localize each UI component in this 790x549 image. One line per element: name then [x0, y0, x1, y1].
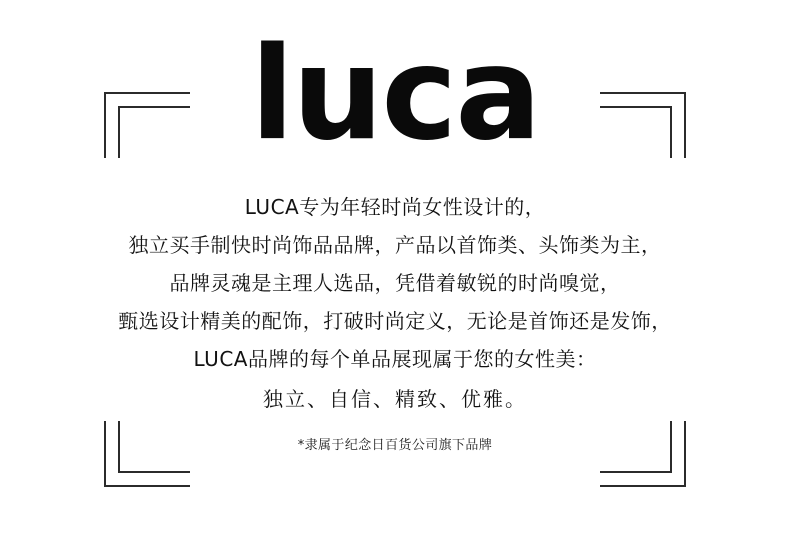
bracket-line — [104, 92, 190, 94]
bracket-line — [118, 471, 190, 473]
description-line-1: LUCA专为年轻时尚女性设计的， — [244, 195, 546, 219]
bracket-line — [600, 92, 686, 94]
footnote-text: *隶属于纪念日百货公司旗下品牌 — [297, 438, 493, 453]
bracket-line — [104, 92, 106, 158]
description-line-5: LUCA品牌的每个单品展现属于您的女性美： — [193, 347, 597, 371]
bracket-line — [104, 485, 190, 487]
bracket-line — [684, 92, 686, 158]
corner-bracket-top-right-icon — [600, 92, 686, 158]
bracket-line — [600, 106, 672, 108]
brand-wordmark: luca — [250, 20, 540, 169]
bracket-line — [104, 421, 106, 487]
description-closing-line: 独立、自信、精致、优雅。 — [263, 387, 527, 411]
bracket-line — [118, 106, 120, 158]
description-line-2: 独立买手制快时尚饰品品牌，产品以首饰类、头饰类为主， — [128, 233, 662, 257]
bracket-line — [600, 485, 686, 487]
bracket-line — [118, 106, 190, 108]
corner-bracket-bottom-left-icon — [104, 421, 190, 487]
description-line-3: 品牌灵魂是主理人选品，凭借着敏锐的时尚嗅觉， — [169, 271, 621, 295]
corner-bracket-top-left-icon — [104, 92, 190, 158]
description-line-4: 甄选设计精美的配饰，打破时尚定义，无论是首饰还是发饰， — [118, 309, 672, 333]
bracket-line — [600, 471, 672, 473]
brand-description — [45, 188, 745, 418]
bracket-line — [684, 421, 686, 487]
bracket-line — [670, 106, 672, 158]
corner-bracket-bottom-right-icon — [600, 421, 686, 487]
